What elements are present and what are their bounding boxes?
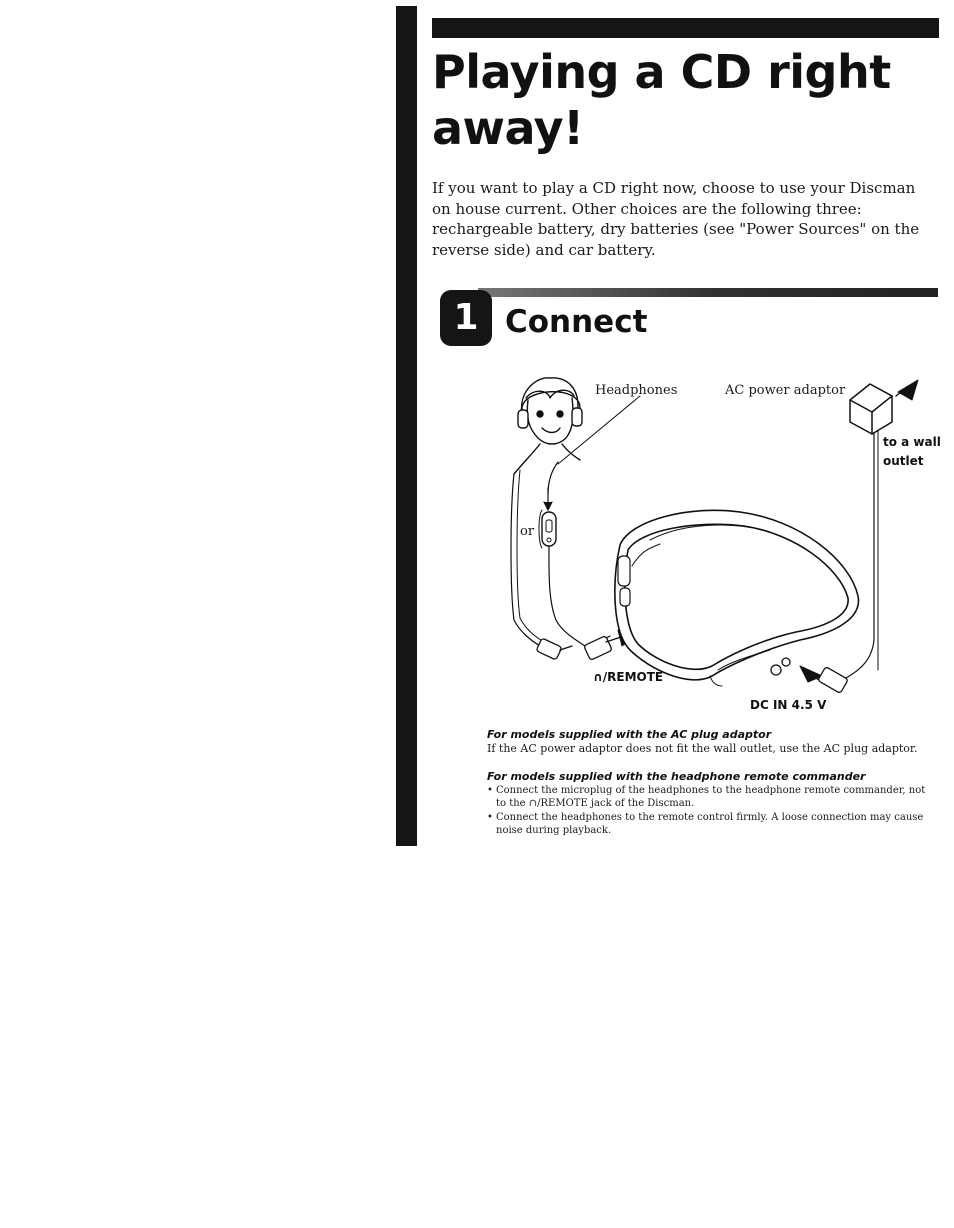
section-heading: Connect (505, 304, 648, 340)
list-item: • Connect the microplug of the headphones to the headphone remote commander, not to the ∩/REMOTE jack of the Discman. (487, 784, 937, 810)
cd-player-icon (615, 510, 859, 686)
list-item: • Connect the headphones to the remote control firmly. A loose connection may cause noise during playback. (487, 811, 937, 837)
remote-commander-note-list (487, 784, 937, 838)
step-number-badge: 1 (440, 290, 492, 346)
remote-commander-icon (542, 512, 556, 546)
title-line-1: Playing a CD right (432, 45, 891, 99)
intro-paragraph: If you want to play a CD right now, choose to use your Discman on house current. Other choices are the following three: rechargeable battery, dry batteries (see "Power Sources" on the reverse side) and car battery. (432, 179, 920, 259)
plug-adaptor-note-heading: For models supplied with the AC plug adaptor (487, 728, 772, 741)
dc-in-label: DC IN 4.5 V (750, 698, 827, 712)
plug-icon (818, 667, 849, 694)
page-title (432, 44, 891, 156)
ac-adaptor-icon (850, 384, 892, 434)
section-rule (478, 288, 938, 297)
connection-diagram-drawing (500, 370, 940, 715)
wall-outlet-label-line-2: outlet (883, 454, 924, 468)
title-rule (432, 18, 939, 38)
plug-icon (584, 636, 613, 661)
plug-adaptor-note-text: If the AC power adaptor does not fit the wall outlet, use the AC plug adaptor. (487, 742, 918, 755)
plug-icon (536, 638, 572, 660)
remote-jack-label: ∩/REMOTE (593, 670, 664, 684)
or-label: or (520, 524, 535, 539)
connection-diagram (500, 370, 940, 715)
wall-outlet-label-line-1: to a wall (883, 435, 941, 449)
arrow-up-right-icon (898, 380, 918, 400)
title-line-2: away! (432, 101, 584, 155)
left-margin-bar (396, 6, 417, 846)
ac-adaptor-label: AC power adaptor (725, 383, 846, 398)
person-headphones-icon (514, 378, 582, 474)
remote-commander-note-heading: For models supplied with the headphone remote commander (487, 770, 866, 783)
headphones-label: Headphones (595, 383, 678, 398)
